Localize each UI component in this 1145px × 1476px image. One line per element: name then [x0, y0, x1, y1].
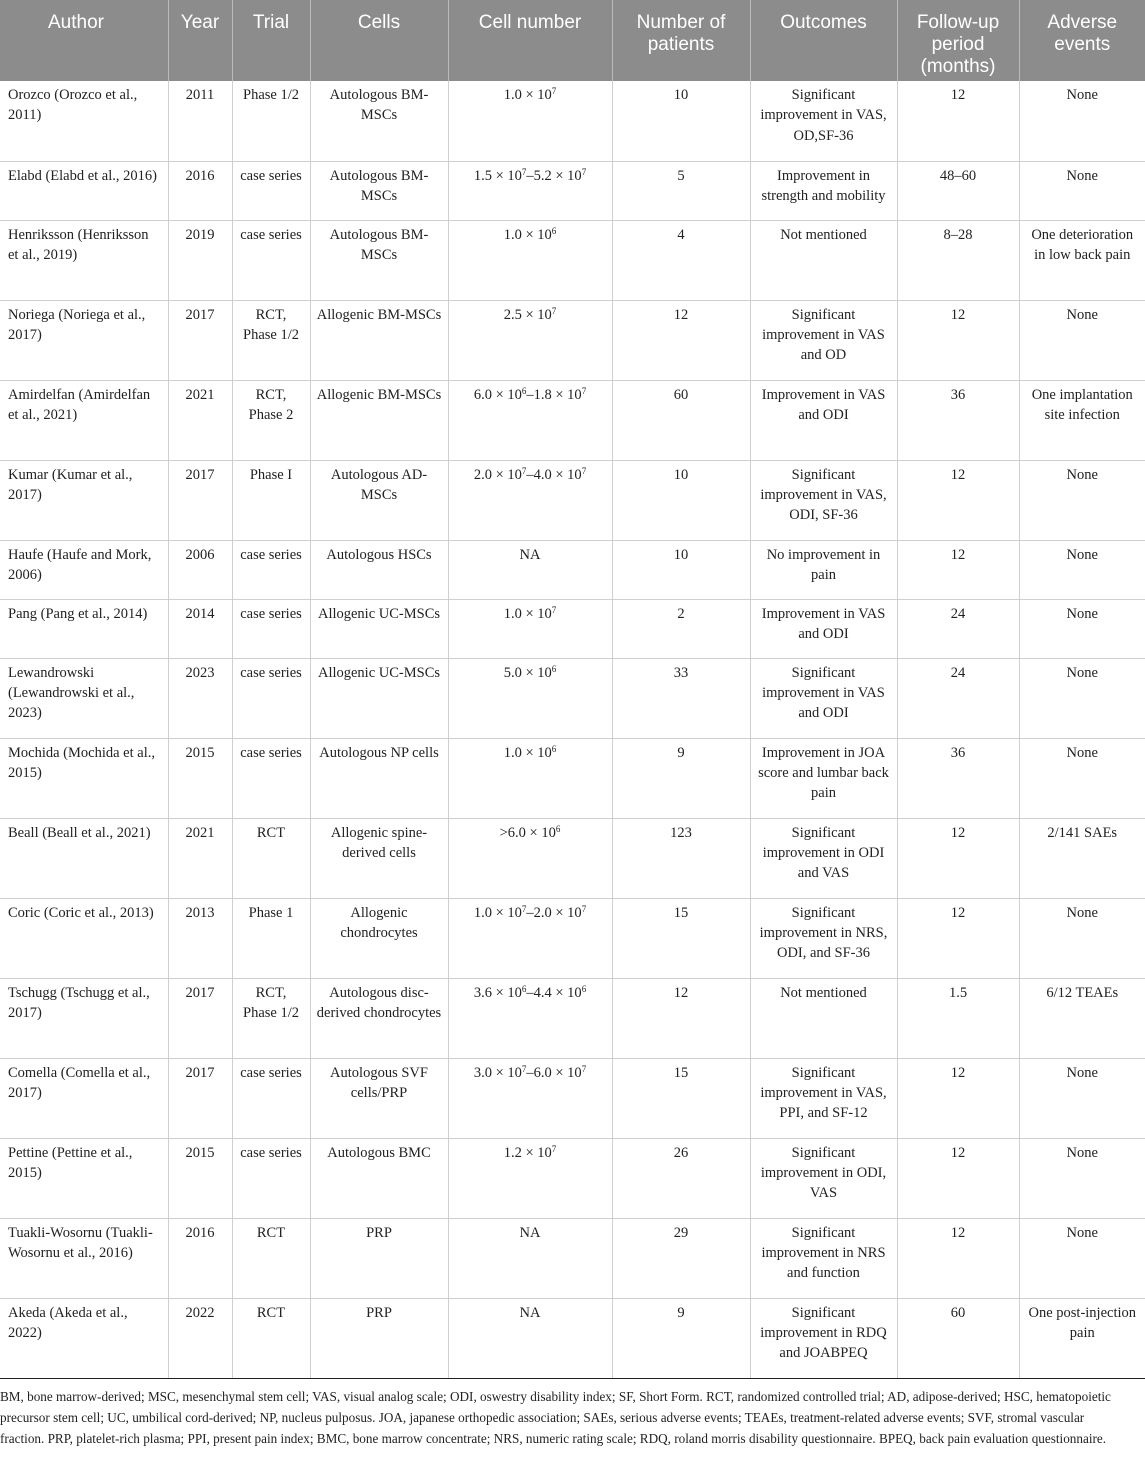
- author-cell: Akeda (Akeda et al., 2022): [0, 1298, 168, 1378]
- table-row: [0, 818, 1145, 898]
- followup-cell: 12: [897, 818, 1019, 898]
- outcomes-cell: Significant improvement in VAS, OD,SF-36: [750, 81, 897, 161]
- outcomes-cell: Improvement in JOA score and lumbar back pain: [750, 738, 897, 818]
- followup-cell: 12: [897, 300, 1019, 380]
- patients-cell: 4: [612, 220, 750, 300]
- followup-cell: 24: [897, 599, 1019, 658]
- author-cell: Pang (Pang et al., 2014): [0, 599, 168, 658]
- patients-cell: 15: [612, 1058, 750, 1138]
- patients-cell: 26: [612, 1138, 750, 1218]
- cells-cell: Allogenic UC-MSCs: [310, 599, 448, 658]
- header-year: Year: [168, 0, 232, 81]
- trial-cell: Phase I: [232, 460, 310, 540]
- followup-cell: 1.5: [897, 978, 1019, 1058]
- followup-cell: 36: [897, 738, 1019, 818]
- table-footnote: BM, bone marrow-derived; MSC, mesenchymal stem cell; VAS, visual analog scale; ODI, oswestry disability index; SF, Short Form. RCT, randomized controlled trial; AD, adipose-derived; HSC, hematopoietic precursor stem cell; UC, umbilical cord-derived; NP, nucleus pulposus. JOA, japanese orthopedic association; SAEs, serious adverse events; TEAEs, treatment-related adverse events; SVF, stromal vascular fraction. PRP, platelet-rich plasma; PPI, present pain index; BMC, bone marrow concentrate; NRS, numeric rating scale; RDQ, roland morris disability questionnaire. BPEQ, back pain evaluation questionnaire.: [0, 1389, 1111, 1446]
- adverse-events-cell: One implantation site infection: [1019, 380, 1145, 460]
- author-cell: Amirdelfan (Amirdelfan et al., 2021): [0, 380, 168, 460]
- followup-cell: 12: [897, 81, 1019, 161]
- outcomes-cell: Significant improvement in NRS and function: [750, 1218, 897, 1298]
- adverse-events-cell: None: [1019, 161, 1145, 220]
- adverse-events-cell: None: [1019, 658, 1145, 738]
- outcomes-cell: Significant improvement in VAS and OD: [750, 300, 897, 380]
- table-row: [0, 738, 1145, 818]
- author-cell: Noriega (Noriega et al., 2017): [0, 300, 168, 380]
- outcomes-cell: Improvement in VAS and ODI: [750, 599, 897, 658]
- cell-number-cell: NA: [448, 1218, 612, 1298]
- year-cell: 2016: [168, 161, 232, 220]
- followup-cell: 60: [897, 1298, 1019, 1378]
- trial-cell: RCT: [232, 1298, 310, 1378]
- outcomes-cell: Significant improvement in VAS, ODI, SF-36: [750, 460, 897, 540]
- trial-cell: case series: [232, 1138, 310, 1218]
- adverse-events-cell: 6/12 TEAEs: [1019, 978, 1145, 1058]
- trial-cell: RCT, Phase 2: [232, 380, 310, 460]
- adverse-events-cell: None: [1019, 300, 1145, 380]
- author-cell: Henriksson (Henriksson et al., 2019): [0, 220, 168, 300]
- trial-cell: RCT: [232, 818, 310, 898]
- year-cell: 2011: [168, 81, 232, 161]
- followup-cell: 8–28: [897, 220, 1019, 300]
- year-cell: 2021: [168, 380, 232, 460]
- table-row: [0, 599, 1145, 658]
- author-cell: Beall (Beall et al., 2021): [0, 818, 168, 898]
- header-row: [0, 0, 1145, 81]
- year-cell: 2015: [168, 738, 232, 818]
- trial-cell: RCT, Phase 1/2: [232, 978, 310, 1058]
- table-row: [0, 1218, 1145, 1298]
- trial-cell: RCT, Phase 1/2: [232, 300, 310, 380]
- cells-cell: Autologous BM-MSCs: [310, 161, 448, 220]
- cells-cell: Autologous BM-MSCs: [310, 220, 448, 300]
- header-outcomes: Outcomes: [750, 0, 897, 81]
- patients-cell: 123: [612, 818, 750, 898]
- followup-cell: 24: [897, 658, 1019, 738]
- cell-number-cell: NA: [448, 1298, 612, 1378]
- followup-cell: 12: [897, 460, 1019, 540]
- table-row: [0, 1058, 1145, 1138]
- adverse-events-cell: One post-injection pain: [1019, 1298, 1145, 1378]
- year-cell: 2006: [168, 540, 232, 599]
- cells-cell: Allogenic spine-derived cells: [310, 818, 448, 898]
- cell-number-cell: $1.5 \times 10^7-5.2 \times 10^7$: [448, 161, 612, 220]
- adverse-events-cell: 2/141 SAEs: [1019, 818, 1145, 898]
- header-number-of-patients: Number of patients: [612, 0, 750, 81]
- followup-cell: 12: [897, 1138, 1019, 1218]
- cells-cell: Autologous disc-derived chondrocytes: [310, 978, 448, 1058]
- cell-number-cell: $1.0 \times 10^7$: [448, 81, 612, 161]
- cells-cell: Autologous SVF cells/PRP: [310, 1058, 448, 1138]
- cell-number-cell: $1.0 \times 10^6$: [448, 738, 612, 818]
- trial-cell: case series: [232, 599, 310, 658]
- trial-cell: case series: [232, 658, 310, 738]
- cell-number-cell: $2.0 \times 10^7-4.0 \times 10^7$: [448, 460, 612, 540]
- year-cell: 2015: [168, 1138, 232, 1218]
- outcomes-cell: Not mentioned: [750, 220, 897, 300]
- cell-number-cell: $1.0 \times 10^7-2.0 \times 10^7$: [448, 898, 612, 978]
- patients-cell: 10: [612, 540, 750, 599]
- outcomes-cell: Significant improvement in VAS, PPI, and SF-12: [750, 1058, 897, 1138]
- table-row: [0, 380, 1145, 460]
- adverse-events-cell: None: [1019, 540, 1145, 599]
- year-cell: 2017: [168, 300, 232, 380]
- cells-cell: Autologous AD-MSCs: [310, 460, 448, 540]
- table-row: [0, 1138, 1145, 1218]
- cell-number-cell: $6.0 \times 10^6-1.8 \times 10^7$: [448, 380, 612, 460]
- author-cell: Haufe (Haufe and Mork, 2006): [0, 540, 168, 599]
- cells-cell: Autologous NP cells: [310, 738, 448, 818]
- header-trial: Trial: [232, 0, 310, 81]
- year-cell: 2016: [168, 1218, 232, 1298]
- adverse-events-cell: None: [1019, 81, 1145, 161]
- table-row: [0, 81, 1145, 161]
- followup-cell: 12: [897, 540, 1019, 599]
- adverse-events-cell: None: [1019, 1218, 1145, 1298]
- patients-cell: 2: [612, 599, 750, 658]
- adverse-events-cell: None: [1019, 898, 1145, 978]
- trial-cell: case series: [232, 540, 310, 599]
- year-cell: 2017: [168, 460, 232, 540]
- followup-cell: 12: [897, 898, 1019, 978]
- patients-cell: 29: [612, 1218, 750, 1298]
- patients-cell: 15: [612, 898, 750, 978]
- cells-cell: PRP: [310, 1298, 448, 1378]
- outcomes-cell: Significant improvement in NRS, ODI, and SF-36: [750, 898, 897, 978]
- year-cell: 2013: [168, 898, 232, 978]
- cells-cell: Allogenic UC-MSCs: [310, 658, 448, 738]
- header-author: Author: [0, 0, 168, 81]
- cell-number-cell: $2.5 \times 10^7$: [448, 300, 612, 380]
- cell-number-cell: $5.0 \times 10^6$: [448, 658, 612, 738]
- cells-cell: Autologous BMC: [310, 1138, 448, 1218]
- table-row: [0, 1298, 1145, 1378]
- patients-cell: 9: [612, 738, 750, 818]
- author-cell: Comella (Comella et al., 2017): [0, 1058, 168, 1138]
- adverse-events-cell: None: [1019, 1058, 1145, 1138]
- cells-cell: Allogenic BM-MSCs: [310, 300, 448, 380]
- followup-cell: 12: [897, 1218, 1019, 1298]
- patients-cell: 12: [612, 300, 750, 380]
- followup-cell: 12: [897, 1058, 1019, 1138]
- table-row: [0, 161, 1145, 220]
- year-cell: 2021: [168, 818, 232, 898]
- author-cell: Tuakli-Wosornu (Tuakli-Wosornu et al., 2016): [0, 1218, 168, 1298]
- table-row: [0, 978, 1145, 1058]
- table-row: [0, 898, 1145, 978]
- cell-number-cell: $3.6 \times 10^6-4.4 \times 10^6$: [448, 978, 612, 1058]
- header-cells: Cells: [310, 0, 448, 81]
- cell-number-cell: $1.0 \times 10^6$: [448, 220, 612, 300]
- adverse-events-cell: One deterioration in low back pain: [1019, 220, 1145, 300]
- patients-cell: 60: [612, 380, 750, 460]
- outcomes-cell: Significant improvement in RDQ and JOABPEQ: [750, 1298, 897, 1378]
- patients-cell: 9: [612, 1298, 750, 1378]
- author-cell: Orozco (Orozco et al., 2011): [0, 81, 168, 161]
- adverse-events-cell: None: [1019, 1138, 1145, 1218]
- header-cell-number: Cell number: [448, 0, 612, 81]
- author-cell: Lewandrowski (Lewandrowski et al., 2023): [0, 658, 168, 738]
- author-cell: Mochida (Mochida et al., 2015): [0, 738, 168, 818]
- outcomes-cell: Significant improvement in ODI and VAS: [750, 818, 897, 898]
- patients-cell: 33: [612, 658, 750, 738]
- trial-cell: Phase 1/2: [232, 81, 310, 161]
- author-cell: Coric (Coric et al., 2013): [0, 898, 168, 978]
- table-row: [0, 460, 1145, 540]
- author-cell: Tschugg (Tschugg et al., 2017): [0, 978, 168, 1058]
- table-row: [0, 658, 1145, 738]
- trial-cell: case series: [232, 220, 310, 300]
- patients-cell: 5: [612, 161, 750, 220]
- outcomes-cell: Not mentioned: [750, 978, 897, 1058]
- adverse-events-cell: None: [1019, 460, 1145, 540]
- header-adverse-events: Adverse events: [1019, 0, 1145, 81]
- year-cell: 2019: [168, 220, 232, 300]
- patients-cell: 10: [612, 460, 750, 540]
- year-cell: 2023: [168, 658, 232, 738]
- cells-cell: Autologous HSCs: [310, 540, 448, 599]
- table-row: [0, 540, 1145, 599]
- outcomes-cell: Improvement in strength and mobility: [750, 161, 897, 220]
- year-cell: 2017: [168, 978, 232, 1058]
- year-cell: 2022: [168, 1298, 232, 1378]
- adverse-events-cell: None: [1019, 599, 1145, 658]
- adverse-events-cell: None: [1019, 738, 1145, 818]
- author-cell: Elabd (Elabd et al., 2016): [0, 161, 168, 220]
- followup-cell: 48–60: [897, 161, 1019, 220]
- trial-cell: case series: [232, 1058, 310, 1138]
- trial-cell: case series: [232, 161, 310, 220]
- author-cell: Kumar (Kumar et al., 2017): [0, 460, 168, 540]
- author-cell: Pettine (Pettine et al., 2015): [0, 1138, 168, 1218]
- year-cell: 2017: [168, 1058, 232, 1138]
- outcomes-cell: Significant improvement in VAS and ODI: [750, 658, 897, 738]
- cells-cell: Allogenic chondrocytes: [310, 898, 448, 978]
- cell-number-cell: NA: [448, 540, 612, 599]
- cell-number-cell: $>6.0 \times 10^6$: [448, 818, 612, 898]
- cells-cell: Allogenic BM-MSCs: [310, 380, 448, 460]
- trial-cell: RCT: [232, 1218, 310, 1298]
- trial-cell: Phase 1: [232, 898, 310, 978]
- trial-cell: case series: [232, 738, 310, 818]
- outcomes-cell: No improvement in pain: [750, 540, 897, 599]
- patients-cell: 10: [612, 81, 750, 161]
- outcomes-cell: Improvement in VAS and ODI: [750, 380, 897, 460]
- table-row: [0, 220, 1145, 300]
- cells-cell: Autologous BM-MSCs: [310, 81, 448, 161]
- table-body: [0, 81, 1145, 1378]
- cell-number-cell: $1.2 \times 10^7$: [448, 1138, 612, 1218]
- cell-number-cell: $1.0 \times 10^7$: [448, 599, 612, 658]
- patients-cell: 12: [612, 978, 750, 1058]
- cell-number-cell: $3.0 \times 10^7-6.0 \times 10^7$: [448, 1058, 612, 1138]
- outcomes-cell: Significant improvement in ODI, VAS: [750, 1138, 897, 1218]
- followup-cell: 36: [897, 380, 1019, 460]
- table-row: [0, 300, 1145, 380]
- header-follow-up-period: Follow-up period (months): [897, 0, 1019, 81]
- cells-cell: PRP: [310, 1218, 448, 1298]
- year-cell: 2014: [168, 599, 232, 658]
